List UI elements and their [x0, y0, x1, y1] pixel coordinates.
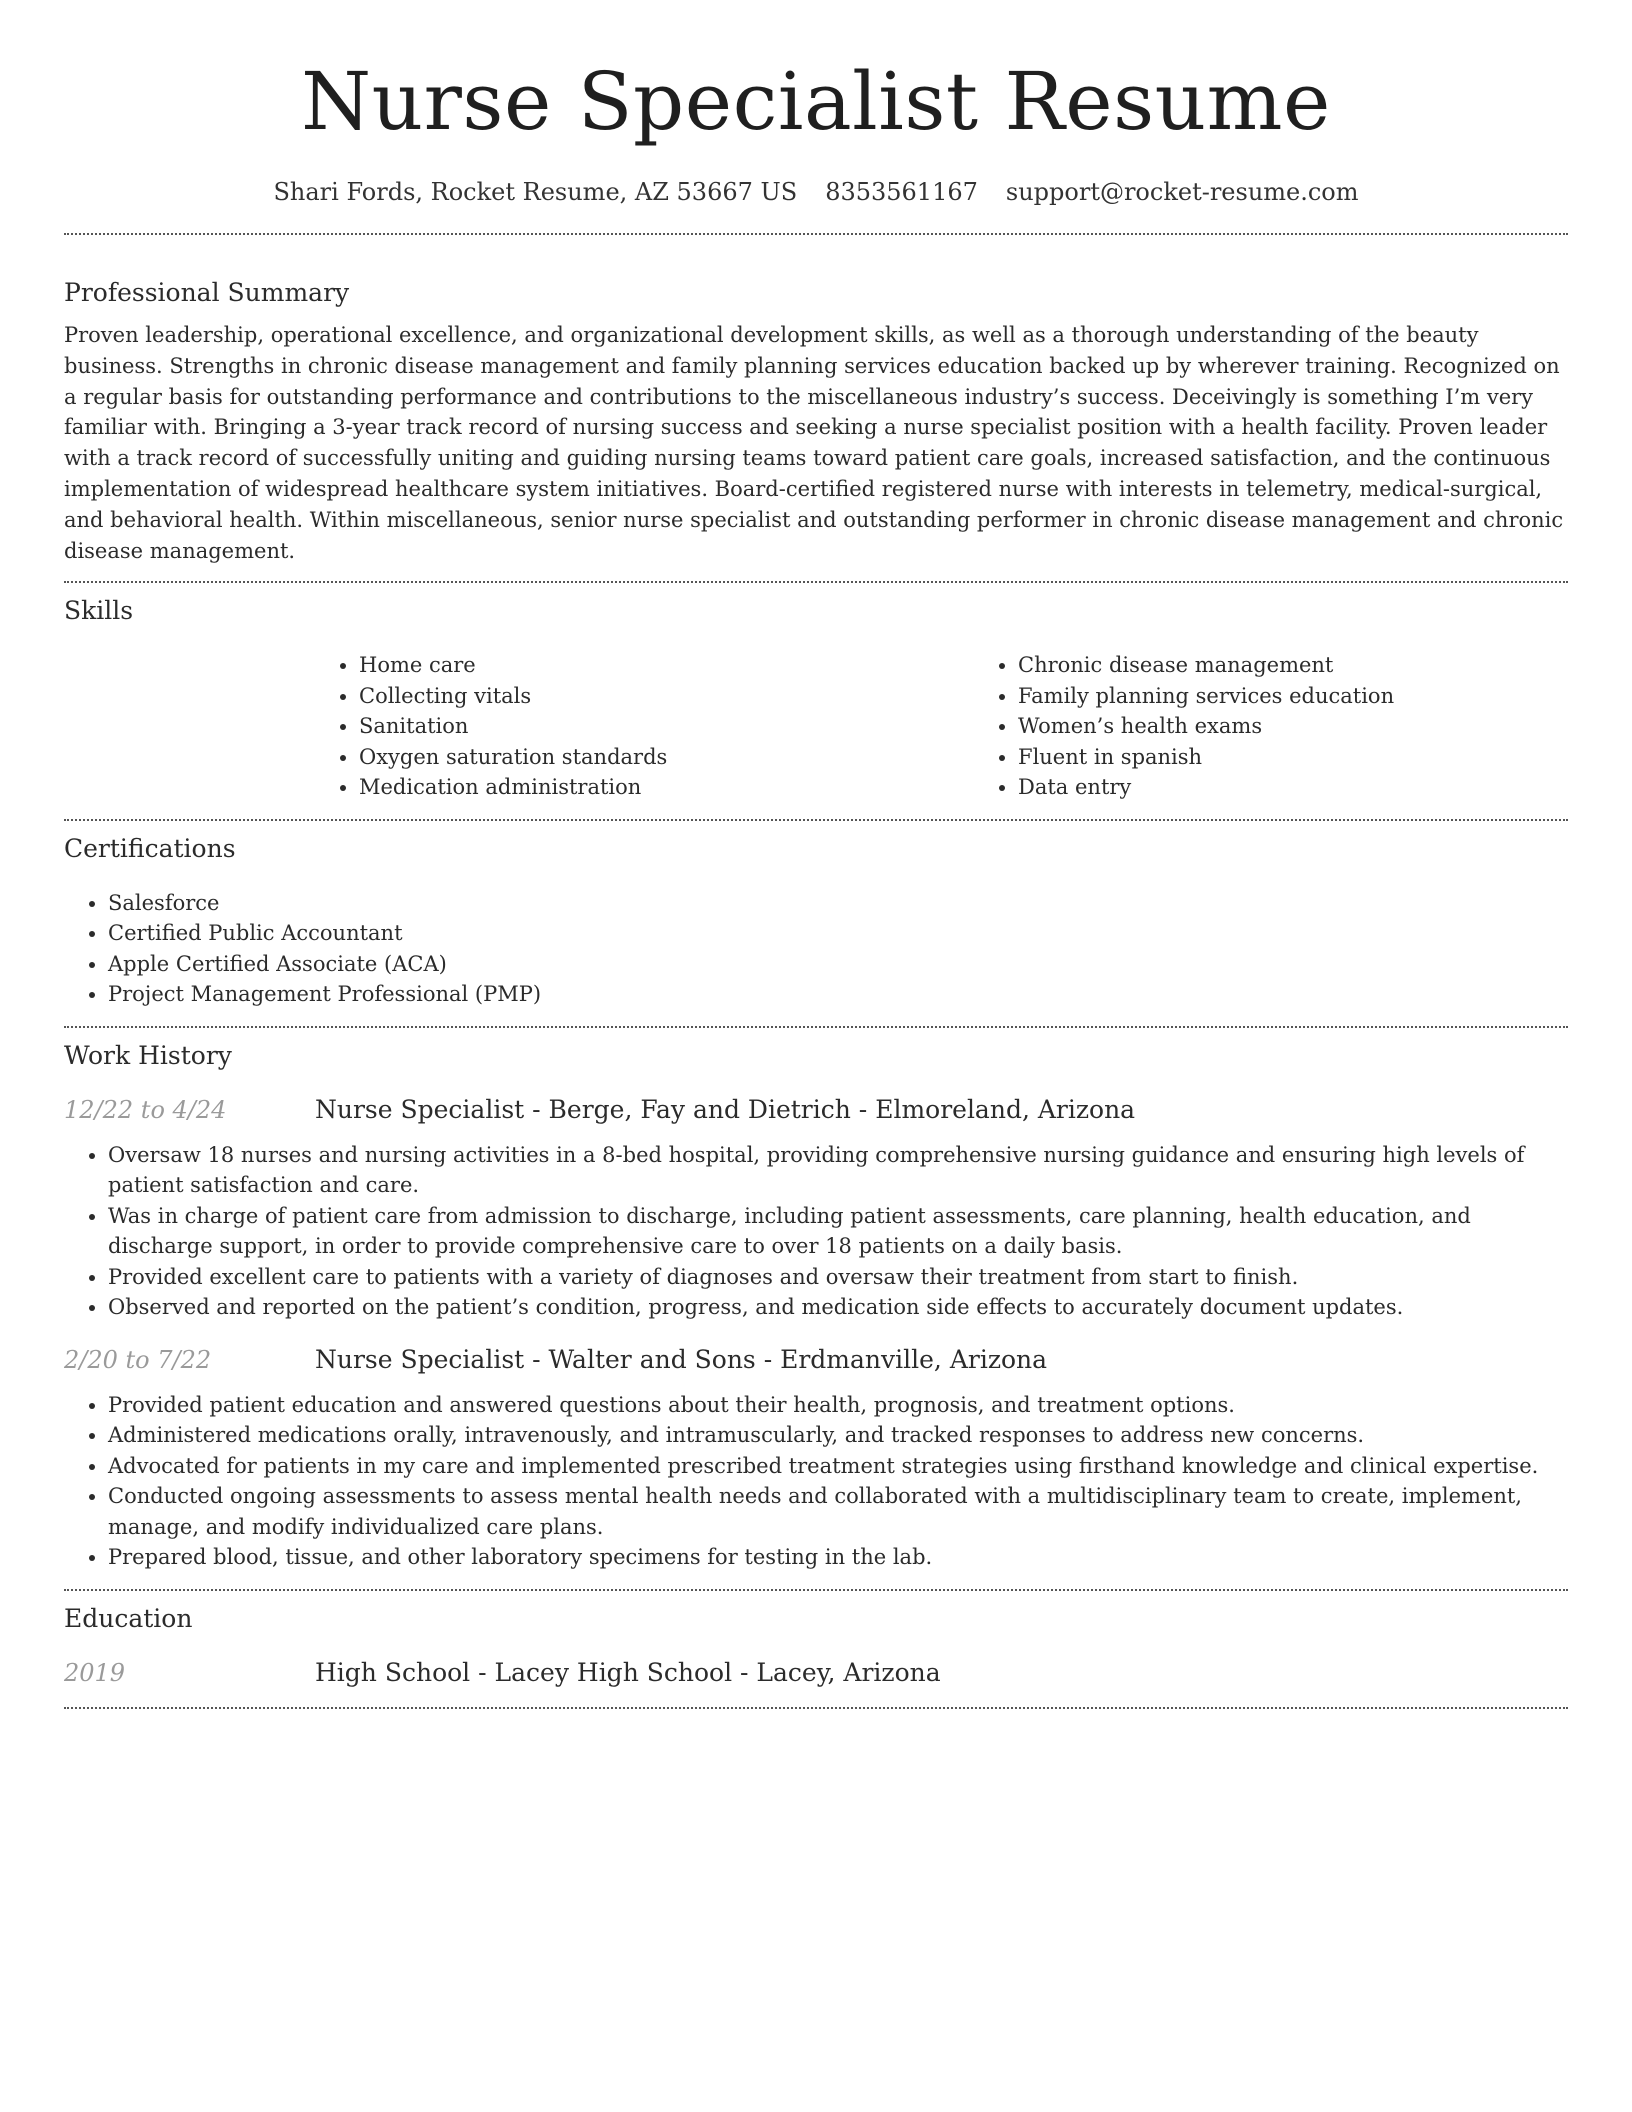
job-header	[64, 1345, 1568, 1374]
summary-text: Proven leadership, operational excellence, and organizational development skills, as well as a thorough understanding of the beauty business. Strengths in chronic disease management and family planning services education backed up by wherever training. Recognized on a regular basis for outstanding performance and contributions to the miscellaneous industry’s success. Deceivingly is something I’m very familiar with. Bringing a 3-year track record of nursing success and seeking a nurse specialist position with a health facility. Proven leader with a track record of successfully uniting and guiding nursing teams toward patient care goals, increased satisfaction, and the continuous implementation of widespread healthcare system initiatives. Board-certified registered nurse with interests in telemetry, medical-surgical, and behavioral health. Within miscellaneous, senior nurse specialist and outstanding performer in chronic disease management and chronic disease management.	[64, 323, 1564, 563]
list-item: • Was in charge of patient care from admission to discharge, including patient assessments, care planning, health education, and discharge support, in order to provide comprehensive care to over 18 patients on a daily basis.	[108, 1201, 1568, 1262]
list-item: • Apple Certified Associate (ACA)	[108, 949, 1568, 980]
list-item: • Certified Public Accountant	[108, 918, 1568, 949]
list-item: • Provided excellent care to patients with a variety of diagnoses and oversaw their treatment from start to finish.	[108, 1262, 1568, 1293]
page-title: Nurse Specialist Resume	[301, 55, 1331, 148]
job-dates: 2/20 to 7/22	[64, 1345, 212, 1374]
list-item: • Observed and reported on the patient’s condition, progress, and medication side effects to accurately document updates.	[108, 1292, 1568, 1323]
skills-list-left	[315, 650, 974, 803]
divider	[64, 819, 1568, 821]
job-title: Nurse Specialist - Berge, Fay and Dietrich - Elmoreland, Arizona	[315, 1094, 1136, 1124]
work-history-section	[64, 1040, 1568, 1573]
list-item: • Project Management Professional (PMP)	[108, 979, 1568, 1010]
section-title-education: Education	[64, 1603, 193, 1633]
job-bullets	[64, 1390, 1568, 1573]
job-header	[64, 1095, 1568, 1124]
education-year: 2019	[64, 1658, 126, 1687]
list-item: • Salesforce	[108, 888, 1568, 919]
contact-line	[64, 176, 1568, 208]
summary-section	[64, 277, 1568, 566]
education-section	[64, 1603, 1568, 1687]
contact-phone: 8353561167	[825, 178, 978, 206]
section-title-skills: Skills	[64, 596, 134, 626]
section-title-certifications: Certifications	[64, 833, 236, 863]
section-title-work-history: Work History	[64, 1040, 232, 1070]
list-item: • Administered medications orally, intravenously, and intramuscularly, and tracked responses to address new concerns.	[108, 1420, 1568, 1451]
divider	[64, 1589, 1568, 1591]
list-item: • Home care	[359, 650, 974, 681]
job-entry	[64, 1345, 1568, 1573]
list-item: • Family planning services education	[1018, 681, 1632, 712]
divider	[64, 233, 1568, 235]
list-item: • Conducted ongoing assessments to assess mental health needs and collaborated with a multidisciplinary team to create, implement, manage, and modify individualized care plans.	[108, 1481, 1568, 1542]
certifications-section	[64, 833, 1568, 1010]
job-entry	[64, 1095, 1568, 1323]
list-item: • Advocated for patients in my care and implemented prescribed treatment strategies using firsthand knowledge and clinical expertise.	[108, 1451, 1568, 1482]
job-dates: 12/22 to 4/24	[64, 1095, 227, 1124]
education-title: High School - Lacey High School - Lacey, Arizona	[315, 1657, 941, 1687]
list-item: • Prepared blood, tissue, and other laboratory specimens for testing in the lab.	[108, 1542, 1568, 1573]
education-entry	[64, 1658, 1568, 1687]
list-item: • Provided patient education and answered questions about their health, prognosis, and treatment options.	[108, 1390, 1568, 1421]
certifications-list	[64, 888, 1568, 1010]
contact-email: support@rocket-resume.com	[1005, 178, 1359, 206]
list-item: • Collecting vitals	[359, 681, 974, 712]
divider	[64, 1026, 1568, 1028]
contact-address: Shari Fords, Rocket Resume, AZ 53667 US	[273, 178, 798, 206]
list-item: • Medication administration	[359, 772, 974, 803]
divider	[64, 581, 1568, 583]
list-item: • Women’s health exams	[1018, 711, 1632, 742]
skills-list-right	[974, 650, 1632, 803]
list-item: • Oxygen saturation standards	[359, 742, 974, 773]
list-item: • Sanitation	[359, 711, 974, 742]
list-item: • Fluent in spanish	[1018, 742, 1632, 773]
list-item: • Oversaw 18 nurses and nursing activities in a 8-bed hospital, providing comprehensive nursing guidance and ensuring high levels of patient satisfaction and care.	[108, 1140, 1568, 1201]
list-item: • Data entry	[1018, 772, 1632, 803]
skills-section	[64, 595, 1568, 803]
divider	[64, 1707, 1568, 1709]
list-item: • Chronic disease management	[1018, 650, 1632, 681]
job-bullets	[64, 1140, 1568, 1323]
job-title: Nurse Specialist - Walter and Sons - Erdmanville, Arizona	[315, 1344, 1048, 1374]
skills-columns	[315, 650, 1568, 803]
section-title-summary: Professional Summary	[64, 278, 350, 307]
